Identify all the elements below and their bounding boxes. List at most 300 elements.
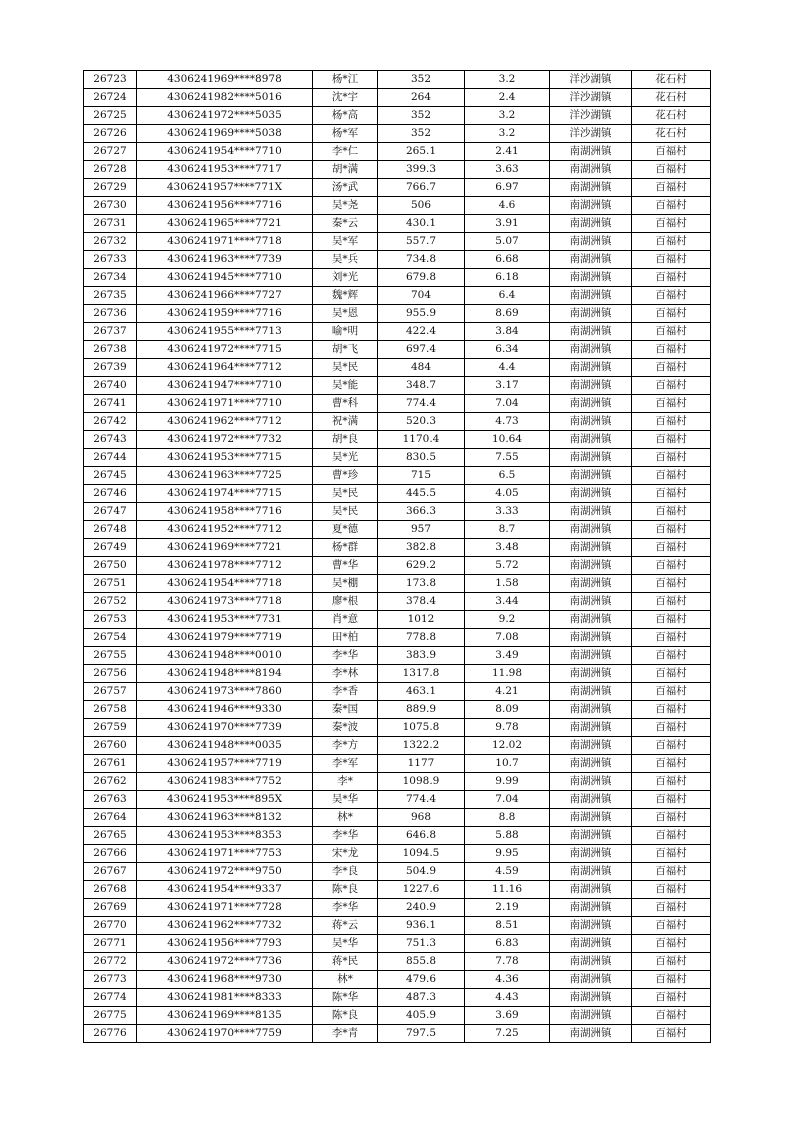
village-cell: 百福村: [632, 989, 711, 1007]
id-number-cell: 4306241971****7753: [137, 845, 313, 863]
name-cell: 田*柏: [313, 629, 378, 647]
amount-cell: 1170.4: [378, 431, 465, 449]
table-row: [84, 179, 711, 197]
town-cell: 南湖洲镇: [550, 341, 632, 359]
name-cell: 李*: [313, 773, 378, 791]
table-row: [84, 701, 711, 719]
town-cell: 南湖洲镇: [550, 611, 632, 629]
village-cell: 花石村: [632, 107, 711, 125]
value-cell: 3.33: [465, 503, 550, 521]
name-cell: 林*: [313, 809, 378, 827]
serial-number-cell: 26770: [84, 917, 137, 935]
name-cell: 夏*德: [313, 521, 378, 539]
village-cell: 百福村: [632, 971, 711, 989]
table-row: [84, 341, 711, 359]
id-number-cell: 4306241966****7727: [137, 287, 313, 305]
serial-number-cell: 26763: [84, 791, 137, 809]
value-cell: 1.58: [465, 575, 550, 593]
value-cell: 2.4: [465, 89, 550, 107]
value-cell: 3.44: [465, 593, 550, 611]
amount-cell: 506: [378, 197, 465, 215]
amount-cell: 855.8: [378, 953, 465, 971]
value-cell: 3.2: [465, 107, 550, 125]
name-cell: 吴*光: [313, 449, 378, 467]
table-row: [84, 881, 711, 899]
id-number-cell: 4306241968****9730: [137, 971, 313, 989]
id-number-cell: 4306241972****9750: [137, 863, 313, 881]
value-cell: 4.36: [465, 971, 550, 989]
value-cell: 4.6: [465, 197, 550, 215]
table-row: [84, 269, 711, 287]
value-cell: 6.68: [465, 251, 550, 269]
amount-cell: 504.9: [378, 863, 465, 881]
village-cell: 百福村: [632, 809, 711, 827]
amount-cell: 1177: [378, 755, 465, 773]
id-number-cell: 4306241947****7710: [137, 377, 313, 395]
name-cell: 吴*华: [313, 935, 378, 953]
amount-cell: 734.8: [378, 251, 465, 269]
amount-cell: 629.2: [378, 557, 465, 575]
serial-number-cell: 26741: [84, 395, 137, 413]
amount-cell: 774.4: [378, 791, 465, 809]
table-row: [84, 845, 711, 863]
serial-number-cell: 26767: [84, 863, 137, 881]
town-cell: 南湖洲镇: [550, 701, 632, 719]
amount-cell: 405.9: [378, 1007, 465, 1025]
serial-number-cell: 26755: [84, 647, 137, 665]
value-cell: 3.49: [465, 647, 550, 665]
value-cell: 6.4: [465, 287, 550, 305]
name-cell: 肖*意: [313, 611, 378, 629]
name-cell: 蒋*云: [313, 917, 378, 935]
table-row: [84, 989, 711, 1007]
serial-number-cell: 26768: [84, 881, 137, 899]
amount-cell: 378.4: [378, 593, 465, 611]
value-cell: 5.07: [465, 233, 550, 251]
id-number-cell: 4306241955****7713: [137, 323, 313, 341]
table-row: [84, 71, 711, 89]
id-number-cell: 4306241970****7739: [137, 719, 313, 737]
name-cell: 祝*满: [313, 413, 378, 431]
village-cell: 花石村: [632, 125, 711, 143]
town-cell: 南湖洲镇: [550, 305, 632, 323]
table-row: [84, 323, 711, 341]
amount-cell: 479.6: [378, 971, 465, 989]
name-cell: 胡*满: [313, 161, 378, 179]
table-row: [84, 413, 711, 431]
id-number-cell: 4306241957****771X: [137, 179, 313, 197]
serial-number-cell: 26766: [84, 845, 137, 863]
value-cell: 4.4: [465, 359, 550, 377]
value-cell: 9.78: [465, 719, 550, 737]
table-row: [84, 773, 711, 791]
amount-cell: 264: [378, 89, 465, 107]
amount-cell: 352: [378, 107, 465, 125]
village-cell: 百福村: [632, 305, 711, 323]
village-cell: 花石村: [632, 71, 711, 89]
id-number-cell: 4306241963****7725: [137, 467, 313, 485]
village-cell: 百福村: [632, 431, 711, 449]
name-cell: 廖*根: [313, 593, 378, 611]
name-cell: 秦*国: [313, 701, 378, 719]
village-cell: 百福村: [632, 323, 711, 341]
id-number-cell: 4306241948****8194: [137, 665, 313, 683]
table-row: [84, 395, 711, 413]
serial-number-cell: 26771: [84, 935, 137, 953]
name-cell: 秦*波: [313, 719, 378, 737]
serial-number-cell: 26756: [84, 665, 137, 683]
value-cell: 3.63: [465, 161, 550, 179]
amount-cell: 348.7: [378, 377, 465, 395]
village-cell: 百福村: [632, 953, 711, 971]
name-cell: 陈*良: [313, 881, 378, 899]
town-cell: 南湖洲镇: [550, 845, 632, 863]
village-cell: 百福村: [632, 557, 711, 575]
table-row: [84, 485, 711, 503]
records-table: [83, 70, 711, 1043]
id-number-cell: 4306241954****7718: [137, 575, 313, 593]
amount-cell: 766.7: [378, 179, 465, 197]
serial-number-cell: 26760: [84, 737, 137, 755]
town-cell: 南湖洲镇: [550, 665, 632, 683]
village-cell: 百福村: [632, 827, 711, 845]
value-cell: 7.25: [465, 1025, 550, 1043]
value-cell: 3.2: [465, 71, 550, 89]
value-cell: 2.19: [465, 899, 550, 917]
amount-cell: 445.5: [378, 485, 465, 503]
village-cell: 百福村: [632, 719, 711, 737]
serial-number-cell: 26734: [84, 269, 137, 287]
value-cell: 3.2: [465, 125, 550, 143]
village-cell: 百福村: [632, 359, 711, 377]
amount-cell: 889.9: [378, 701, 465, 719]
name-cell: 李*香: [313, 683, 378, 701]
id-number-cell: 4306241948****0010: [137, 647, 313, 665]
value-cell: 11.98: [465, 665, 550, 683]
table-row: [84, 143, 711, 161]
amount-cell: 704: [378, 287, 465, 305]
serial-number-cell: 26744: [84, 449, 137, 467]
town-cell: 南湖洲镇: [550, 485, 632, 503]
town-cell: 南湖洲镇: [550, 773, 632, 791]
value-cell: 8.7: [465, 521, 550, 539]
name-cell: 杨*军: [313, 125, 378, 143]
town-cell: 南湖洲镇: [550, 989, 632, 1007]
value-cell: 4.73: [465, 413, 550, 431]
village-cell: 百福村: [632, 341, 711, 359]
serial-number-cell: 26731: [84, 215, 137, 233]
serial-number-cell: 26752: [84, 593, 137, 611]
table-row: [84, 521, 711, 539]
amount-cell: 240.9: [378, 899, 465, 917]
value-cell: 3.48: [465, 539, 550, 557]
serial-number-cell: 26765: [84, 827, 137, 845]
value-cell: 5.88: [465, 827, 550, 845]
town-cell: 南湖洲镇: [550, 971, 632, 989]
id-number-cell: 4306241952****7712: [137, 521, 313, 539]
town-cell: 南湖洲镇: [550, 161, 632, 179]
name-cell: 吴*民: [313, 359, 378, 377]
table-row: [84, 125, 711, 143]
name-cell: 曹*科: [313, 395, 378, 413]
village-cell: 百福村: [632, 503, 711, 521]
town-cell: 南湖洲镇: [550, 287, 632, 305]
town-cell: 南湖洲镇: [550, 935, 632, 953]
town-cell: 南湖洲镇: [550, 215, 632, 233]
id-number-cell: 4306241972****7732: [137, 431, 313, 449]
name-cell: 吴*民: [313, 503, 378, 521]
value-cell: 11.16: [465, 881, 550, 899]
village-cell: 百福村: [632, 665, 711, 683]
id-number-cell: 4306241962****7712: [137, 413, 313, 431]
id-number-cell: 4306241953****8353: [137, 827, 313, 845]
value-cell: 6.5: [465, 467, 550, 485]
name-cell: 曹*珍: [313, 467, 378, 485]
amount-cell: 715: [378, 467, 465, 485]
town-cell: 洋沙湖镇: [550, 125, 632, 143]
amount-cell: 352: [378, 71, 465, 89]
value-cell: 6.18: [465, 269, 550, 287]
id-number-cell: 4306241972****7715: [137, 341, 313, 359]
table-row: [84, 107, 711, 125]
table-row: [84, 287, 711, 305]
name-cell: 李*林: [313, 665, 378, 683]
name-cell: 宋*龙: [313, 845, 378, 863]
town-cell: 南湖洲镇: [550, 593, 632, 611]
name-cell: 吴*军: [313, 233, 378, 251]
value-cell: 4.05: [465, 485, 550, 503]
town-cell: 南湖洲镇: [550, 323, 632, 341]
amount-cell: 778.8: [378, 629, 465, 647]
value-cell: 7.08: [465, 629, 550, 647]
table-row: [84, 89, 711, 107]
town-cell: 南湖洲镇: [550, 395, 632, 413]
village-cell: 百福村: [632, 485, 711, 503]
serial-number-cell: 26727: [84, 143, 137, 161]
amount-cell: 484: [378, 359, 465, 377]
table-row: [84, 683, 711, 701]
village-cell: 百福村: [632, 161, 711, 179]
amount-cell: 1322.2: [378, 737, 465, 755]
table-row: [84, 629, 711, 647]
table-row: [84, 305, 711, 323]
table-row: [84, 359, 711, 377]
id-number-cell: 4306241969****5038: [137, 125, 313, 143]
value-cell: 4.59: [465, 863, 550, 881]
table-row: [84, 647, 711, 665]
town-cell: 南湖洲镇: [550, 233, 632, 251]
name-cell: 吴*华: [313, 791, 378, 809]
village-cell: 百福村: [632, 197, 711, 215]
table-row: [84, 719, 711, 737]
serial-number-cell: 26746: [84, 485, 137, 503]
id-number-cell: 4306241974****7715: [137, 485, 313, 503]
town-cell: 南湖洲镇: [550, 521, 632, 539]
village-cell: 百福村: [632, 935, 711, 953]
village-cell: 百福村: [632, 845, 711, 863]
name-cell: 李*华: [313, 827, 378, 845]
village-cell: 百福村: [632, 467, 711, 485]
table-row: [84, 575, 711, 593]
serial-number-cell: 26747: [84, 503, 137, 521]
serial-number-cell: 26726: [84, 125, 137, 143]
town-cell: 南湖洲镇: [550, 197, 632, 215]
amount-cell: 936.1: [378, 917, 465, 935]
town-cell: 洋沙湖镇: [550, 89, 632, 107]
serial-number-cell: 26729: [84, 179, 137, 197]
village-cell: 百福村: [632, 1025, 711, 1043]
amount-cell: 265.1: [378, 143, 465, 161]
table-row: [84, 899, 711, 917]
serial-number-cell: 26769: [84, 899, 137, 917]
serial-number-cell: 26742: [84, 413, 137, 431]
id-number-cell: 4306241983****7752: [137, 773, 313, 791]
table-row: [84, 449, 711, 467]
value-cell: 7.55: [465, 449, 550, 467]
id-number-cell: 4306241972****7736: [137, 953, 313, 971]
table-row: [84, 737, 711, 755]
village-cell: 百福村: [632, 269, 711, 287]
amount-cell: 957: [378, 521, 465, 539]
id-number-cell: 4306241953****7715: [137, 449, 313, 467]
id-number-cell: 4306241954****7710: [137, 143, 313, 161]
id-number-cell: 4306241972****5035: [137, 107, 313, 125]
village-cell: 百福村: [632, 143, 711, 161]
table-row: [84, 377, 711, 395]
town-cell: 南湖洲镇: [550, 683, 632, 701]
name-cell: 李*华: [313, 647, 378, 665]
serial-number-cell: 26733: [84, 251, 137, 269]
village-cell: 百福村: [632, 773, 711, 791]
town-cell: 南湖洲镇: [550, 251, 632, 269]
value-cell: 7.04: [465, 395, 550, 413]
village-cell: 百福村: [632, 647, 711, 665]
name-cell: 吴*棚: [313, 575, 378, 593]
town-cell: 南湖洲镇: [550, 467, 632, 485]
serial-number-cell: 26739: [84, 359, 137, 377]
village-cell: 百福村: [632, 917, 711, 935]
table-row: [84, 1007, 711, 1025]
table-row: [84, 863, 711, 881]
id-number-cell: 4306241971****7718: [137, 233, 313, 251]
name-cell: 沈*宇: [313, 89, 378, 107]
town-cell: 南湖洲镇: [550, 737, 632, 755]
id-number-cell: 4306241963****7739: [137, 251, 313, 269]
table-row: [84, 1025, 711, 1043]
id-number-cell: 4306241969****7721: [137, 539, 313, 557]
amount-cell: 352: [378, 125, 465, 143]
value-cell: 9.99: [465, 773, 550, 791]
town-cell: 洋沙湖镇: [550, 71, 632, 89]
id-number-cell: 4306241956****7793: [137, 935, 313, 953]
name-cell: 吴*恩: [313, 305, 378, 323]
id-number-cell: 4306241953****7717: [137, 161, 313, 179]
table-row: [84, 755, 711, 773]
amount-cell: 173.8: [378, 575, 465, 593]
serial-number-cell: 26728: [84, 161, 137, 179]
town-cell: 南湖洲镇: [550, 557, 632, 575]
amount-cell: 399.3: [378, 161, 465, 179]
town-cell: 南湖洲镇: [550, 503, 632, 521]
value-cell: 12.02: [465, 737, 550, 755]
value-cell: 9.2: [465, 611, 550, 629]
town-cell: 南湖洲镇: [550, 881, 632, 899]
amount-cell: 382.8: [378, 539, 465, 557]
name-cell: 李*仁: [313, 143, 378, 161]
id-number-cell: 4306241953****7731: [137, 611, 313, 629]
name-cell: 杨*江: [313, 71, 378, 89]
name-cell: 蒋*民: [313, 953, 378, 971]
village-cell: 百福村: [632, 287, 711, 305]
value-cell: 3.69: [465, 1007, 550, 1025]
name-cell: 杨*高: [313, 107, 378, 125]
serial-number-cell: 26724: [84, 89, 137, 107]
amount-cell: 1012: [378, 611, 465, 629]
value-cell: 6.83: [465, 935, 550, 953]
serial-number-cell: 26738: [84, 341, 137, 359]
id-number-cell: 4306241962****7732: [137, 917, 313, 935]
id-number-cell: 4306241978****7712: [137, 557, 313, 575]
amount-cell: 797.5: [378, 1025, 465, 1043]
village-cell: 百福村: [632, 791, 711, 809]
town-cell: 南湖洲镇: [550, 359, 632, 377]
name-cell: 吴*能: [313, 377, 378, 395]
serial-number-cell: 26725: [84, 107, 137, 125]
town-cell: 南湖洲镇: [550, 719, 632, 737]
serial-number-cell: 26735: [84, 287, 137, 305]
amount-cell: 463.1: [378, 683, 465, 701]
value-cell: 3.84: [465, 323, 550, 341]
table-row: [84, 593, 711, 611]
id-number-cell: 4306241946****9330: [137, 701, 313, 719]
table-row: [84, 503, 711, 521]
table-row: [84, 161, 711, 179]
table-row: [84, 539, 711, 557]
town-cell: 南湖洲镇: [550, 431, 632, 449]
amount-cell: 1075.8: [378, 719, 465, 737]
town-cell: 南湖洲镇: [550, 791, 632, 809]
table-row: [84, 611, 711, 629]
id-number-cell: 4306241958****7716: [137, 503, 313, 521]
name-cell: 胡*飞: [313, 341, 378, 359]
name-cell: 汤*武: [313, 179, 378, 197]
amount-cell: 697.4: [378, 341, 465, 359]
amount-cell: 1317.8: [378, 665, 465, 683]
table-row: [84, 917, 711, 935]
id-number-cell: 4306241979****7719: [137, 629, 313, 647]
amount-cell: 430.1: [378, 215, 465, 233]
village-cell: 百福村: [632, 449, 711, 467]
village-cell: 百福村: [632, 593, 711, 611]
id-number-cell: 4306241971****7728: [137, 899, 313, 917]
id-number-cell: 4306241965****7721: [137, 215, 313, 233]
town-cell: 南湖洲镇: [550, 449, 632, 467]
amount-cell: 1098.9: [378, 773, 465, 791]
id-number-cell: 4306241982****5016: [137, 89, 313, 107]
serial-number-cell: 26743: [84, 431, 137, 449]
serial-number-cell: 26764: [84, 809, 137, 827]
table-row: [84, 827, 711, 845]
village-cell: 百福村: [632, 215, 711, 233]
id-number-cell: 4306241963****8132: [137, 809, 313, 827]
town-cell: 南湖洲镇: [550, 539, 632, 557]
village-cell: 百福村: [632, 377, 711, 395]
serial-number-cell: 26730: [84, 197, 137, 215]
table-row: [84, 953, 711, 971]
table-row: [84, 935, 711, 953]
value-cell: 2.41: [465, 143, 550, 161]
name-cell: 李*青: [313, 1025, 378, 1043]
